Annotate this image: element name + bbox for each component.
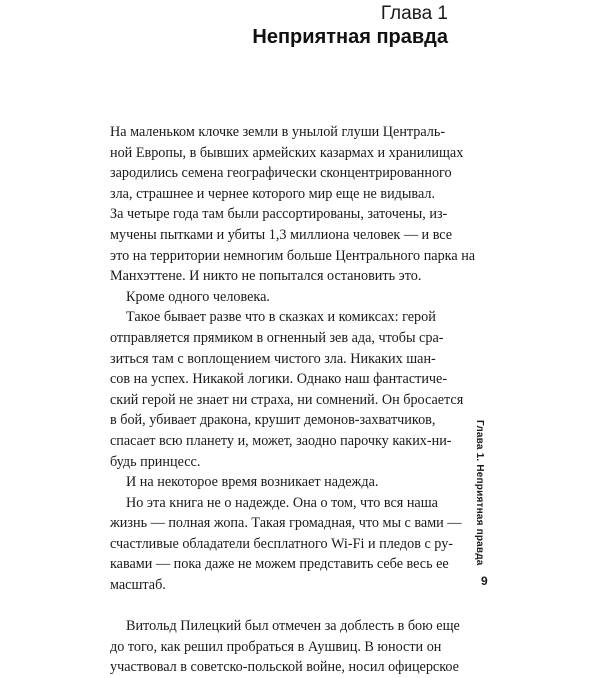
text-line: зла, страшнее и чернее которого мир еще не видывал. [110,185,435,202]
text-line: За четыре года там были рассортированы, заточены, из- [110,206,448,223]
text-line: в бой, убивает дракона, крушит демонов-захватчиков, [110,412,436,429]
text-line: Но эта книга не о надежде. Она о том, что вся наша [126,494,438,511]
text-line: кавами — пока даже не можем представить себе весь ее [110,556,449,573]
text-line: отправляется прямиком в огненный зев ада, чтобы сра- [110,329,444,346]
text-line: участвовал в советско-польской войне, носил офицерское [110,659,459,676]
text-line: зародились семена географически сконцентрированного [110,165,452,182]
page-number: 9 [481,574,488,588]
text-line: Витольд Пилецкий был отмечен за доблесть в бою еще [126,618,460,635]
text-line: На маленьком клочке земли в унылой глуши Централь- [110,124,446,140]
text-line: Такое бывает разве что в сказках и комиксах: герой [126,309,436,326]
text-line: Манхэттене. И никто не попытался остановить это. [110,268,422,285]
text-line: это на территории немногим больше Центрального парка на [110,247,476,264]
chapter-label: Глава 1 [380,3,448,24]
paragraph-gap [110,596,450,617]
text-line: масштаб. [110,577,166,594]
text-line: ной Европы, в бывших армейских казармах и хранилищах [110,144,464,161]
text-line: спасает всю планету и, может, заодно парочку каких-ни- [110,432,452,449]
text-line: до того, как решил пробраться в Аушвиц. В юности он [110,638,442,655]
text-line: жизнь — полная жопа. Такая громадная, что мы с вами — [110,515,462,532]
chapter-title: Неприятная правда [252,26,448,48]
body-text [110,122,476,678]
text-line: счастливые обладатели бесплатного Wi-Fi и пледов с ру- [110,535,454,552]
text-line: Кроме одного человека. [126,288,270,305]
text-line: И на некоторое время возникает надежда. [126,474,379,491]
text-line: зиться там с воплощением чистого зла. Никаких шан- [110,350,436,367]
text-line: будь принцесс. [110,453,201,470]
running-header: Глава 1. Неприятная правда [474,420,485,566]
text-line: ский герой не знает ни страха, ни сомнений. Он бросается [110,391,464,408]
text-line: мучены пытками и убиты 1,3 миллиона человек — и все [110,226,453,243]
text-line: сов на успех. Никакой логики. Однако наш фантастиче- [110,371,448,388]
